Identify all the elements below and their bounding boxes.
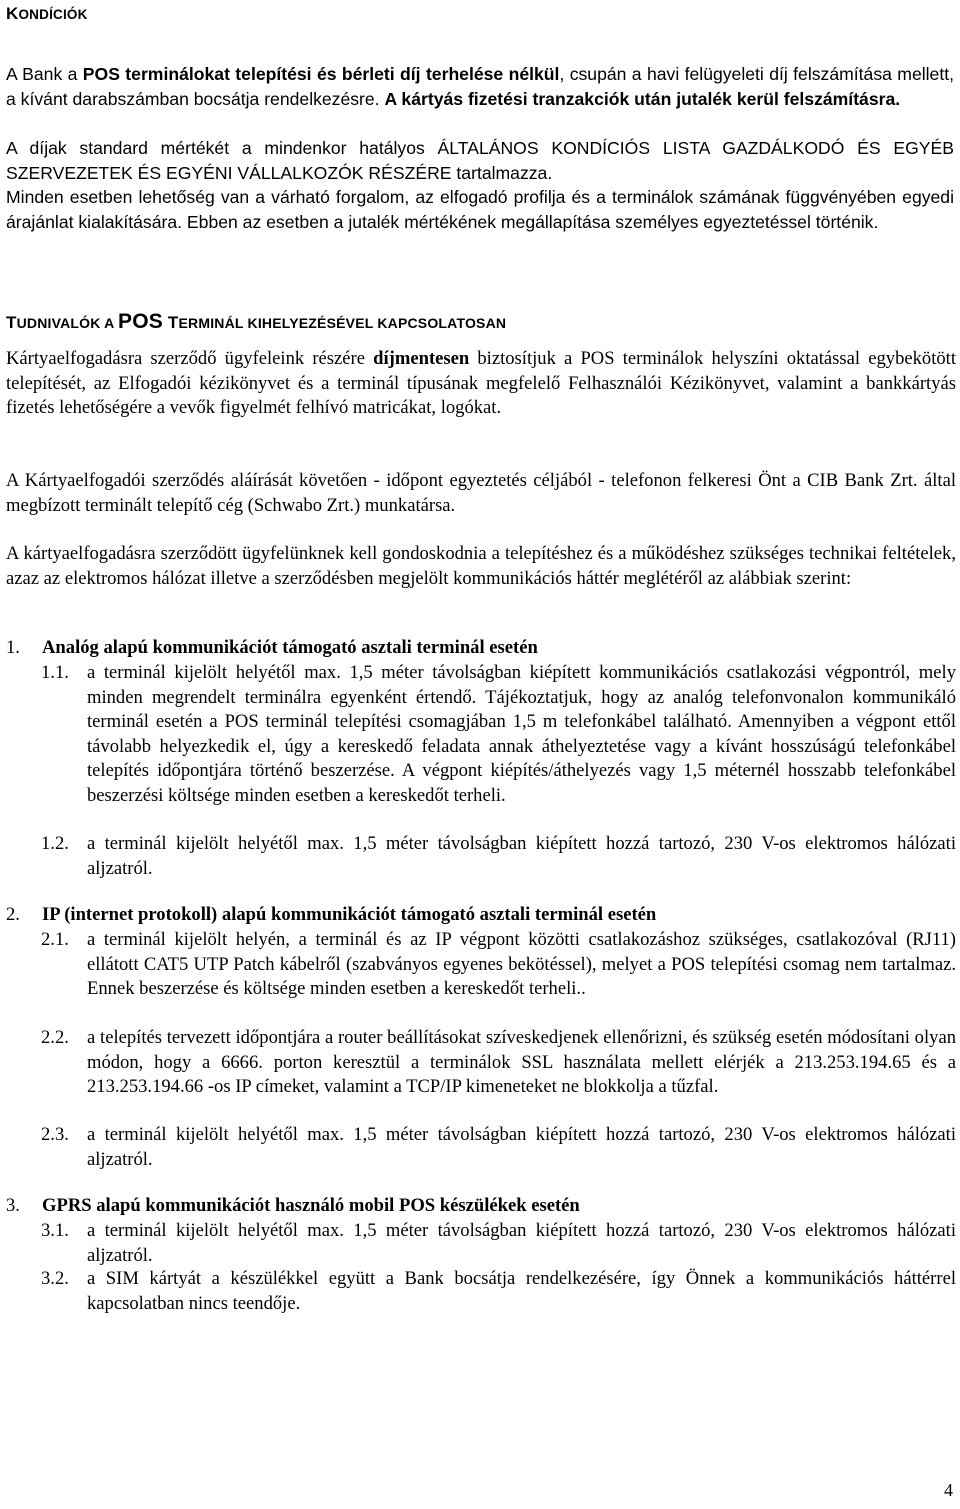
sub-item-number: 3.2. — [41, 1268, 69, 1289]
sub-item-number: 3.1. — [41, 1220, 69, 1241]
sub-item-3-1 — [41, 1219, 956, 1268]
info-paragraph-2: A Kártyaelfogadói szerződés aláírását követően - időpont egyeztetés céljából - telefonon felkeresi Önt a CIB Bank Zrt. által megbízott terminált telepítő cég (Schwabo Zrt.) munkatársa. — [6, 470, 956, 516]
conditions-p1-bold-run: A kártyás fizetési tranzakciók után jutalék kerül felszámításra. — [384, 88, 901, 109]
info-heading-part: ERMINÁL KIHELYEZÉSÉVEL KAPCSOLATOSAN — [178, 315, 507, 331]
conditions-p1-run: A Bank a — [6, 64, 83, 84]
sub-item-number: 1.1. — [41, 662, 69, 683]
sub-item-1-1 — [41, 661, 956, 809]
conditions-p1-run: , csupán a havi felügyeleti díj felszámítása mellett, a kívánt darabszámban bocsátja rendelkezésre. — [6, 64, 954, 109]
page-number: 4 — [944, 1480, 953, 1500]
sub-item-number: 2.1. — [41, 929, 69, 950]
conditions-paragraph-3: Minden esetben lehetőség van a várható forgalom, az elfogadó profilja és a terminálok számának függvényében egyedi árajánlat kialakítására. Ebben az esetben a jutalék mértékének megállapítása személyes egyeztetéssel történik. — [6, 187, 954, 232]
info-p1-bold-run: díjmentesen — [373, 348, 470, 369]
info-paragraph-1 — [6, 347, 956, 421]
sub-item-number: 1.2. — [41, 833, 69, 854]
info-p1-run: Kártyaelfogadásra szerződő ügyfeleink részére — [6, 348, 374, 369]
conditions-title-initial: K — [6, 4, 19, 23]
sub-item-text: a SIM kártyát a készülékkel együtt a Bank bocsátja rendelkezésére, így Önnek a kommunikációs háttérrel kapcsolatban nincs teendője. — [87, 1268, 956, 1314]
list-item-title: GPRS alapú kommunikációt használó mobil POS készülékek esetén — [42, 1195, 580, 1216]
sub-item-text: a terminál kijelölt helyétől max. 1,5 méter távolságban kiépített hozzá tartozó, 230 V-os elektromos hálózati aljzatról. — [87, 1220, 956, 1266]
sub-item-text: a terminál kijelölt helyén, a terminál és az IP végpont közötti csatlakozáshoz szükséges, csatlakozóval (RJ11) ellátott CAT5 UTP Patch kábelről (szabványos egyenes bekötéssel), melyet a POS telepítési csomag nem tartalmaz. Ennek beszerzése és költsége minden esetben a kereskedőt terheli.. — [87, 929, 956, 1000]
info-heading-part: T — [162, 313, 179, 332]
conditions-title-rest: ONDÍCIÓK — [18, 7, 88, 22]
list-item-number: 1. — [6, 637, 20, 658]
list-item-title: Analóg alapú kommunikációt támogató asztali terminál esetén — [42, 637, 538, 658]
list-item-number: 3. — [6, 1195, 20, 1216]
sub-item-3-2 — [41, 1267, 956, 1316]
sub-item-text: a terminál kijelölt helyétől max. 1,5 méter távolságban kiépített kommunikációs csatlakozási végpontról, mely minden megrendelt terminálra egyenként értendő. Tájékoztatjuk, hogy az analóg telefonvonalon kommunikáló terminál esetén a POS terminál telepítési csomagjában 1,5 m telefonkábel található. Amennyiben a végpont ettől távolabb helyezkedik el, úgy a kereskedő feladata annak áthelyeztetése vagy a kívánt hosszúságú telefonkábel telepítés időpontjára történő beszerzése. A végpont kiépítés/áthelyezés vagy 1,5 méternél hosszabb telefonkábel beszerzési költsége minden esetben a kereskedőt terheli. — [87, 662, 956, 806]
list-item-number: 2. — [6, 904, 20, 925]
sub-item-2-1 — [41, 928, 956, 1002]
sub-item-number: 2.3. — [41, 1124, 69, 1145]
sub-item-number: 2.2. — [41, 1027, 69, 1048]
conditions-paragraph-1 — [6, 62, 954, 111]
info-heading-part: UDNIVALÓK A — [16, 315, 119, 331]
conditions-paragraph-2: A díjak standard mértékét a mindenkor hatályos ÁLTALÁNOS KONDÍCIÓS LISTA GAZDÁLKODÓ ÉS EGYÉB SZERVEZETEK ÉS EGYÉNI VÁLLALKOZÓK RÉSZÉRE tartalmazza. — [6, 138, 954, 183]
info-p1-run: biztosítjuk a POS terminálok helyszíni oktatással egybekötött telepítését, az Elfogadói kézikönyvet és a terminál típusának megfelelő Felhasználói Kézikönyvet, valamint a bankkártyás fizetés lehetőségére a vevők figyelmét felhívó matricákat, logókat. — [6, 348, 957, 419]
sub-item-2-3 — [41, 1123, 956, 1172]
sub-item-text: a telepítés tervezett időpontjára a router beállításokat szíveskedjenek ellenőrizni, és szükség esetén módosítani olyan módon, hogy a 6666. porton keresztül a terminálok SSL használata mellett elérjék a 213.253.194.65 és a 213.253.194.66 -os IP címeket, valamint a TCP/IP kimeneteket ne blokkolja a tűzfal. — [87, 1027, 956, 1098]
info-heading-part: POS — [118, 310, 163, 333]
sub-item-text: a terminál kijelölt helyétől max. 1,5 méter távolságban kiépített hozzá tartozó, 230 V-os elektromos hálózati aljzatról. — [87, 1124, 956, 1170]
conditions-title — [6, 4, 88, 24]
sub-item-text: a terminál kijelölt helyétől max. 1,5 méter távolságban kiépített hozzá tartozó, 230 V-os elektromos hálózati aljzatról. — [87, 833, 956, 879]
sub-item-1-2 — [41, 832, 956, 881]
info-paragraph-3: A kártyaelfogadásra szerződött ügyfelünknek kell gondoskodnia a telepítéshez és a működéshez szükséges technikai feltételek, azaz az elektromos hálózat illetve a szerződésben megjelölt kommunikációs háttér meglétéről az alábbiak szerint: — [6, 543, 956, 589]
conditions-p1-bold-run: POS terminálokat telepítési és bérleti díj terhelése nélkül — [82, 64, 560, 84]
info-heading — [6, 310, 506, 334]
info-heading-part: T — [6, 313, 17, 332]
sub-item-2-2 — [41, 1026, 956, 1100]
list-item-title: IP (internet protokoll) alapú kommunikációt támogató asztali terminál esetén — [42, 904, 657, 925]
